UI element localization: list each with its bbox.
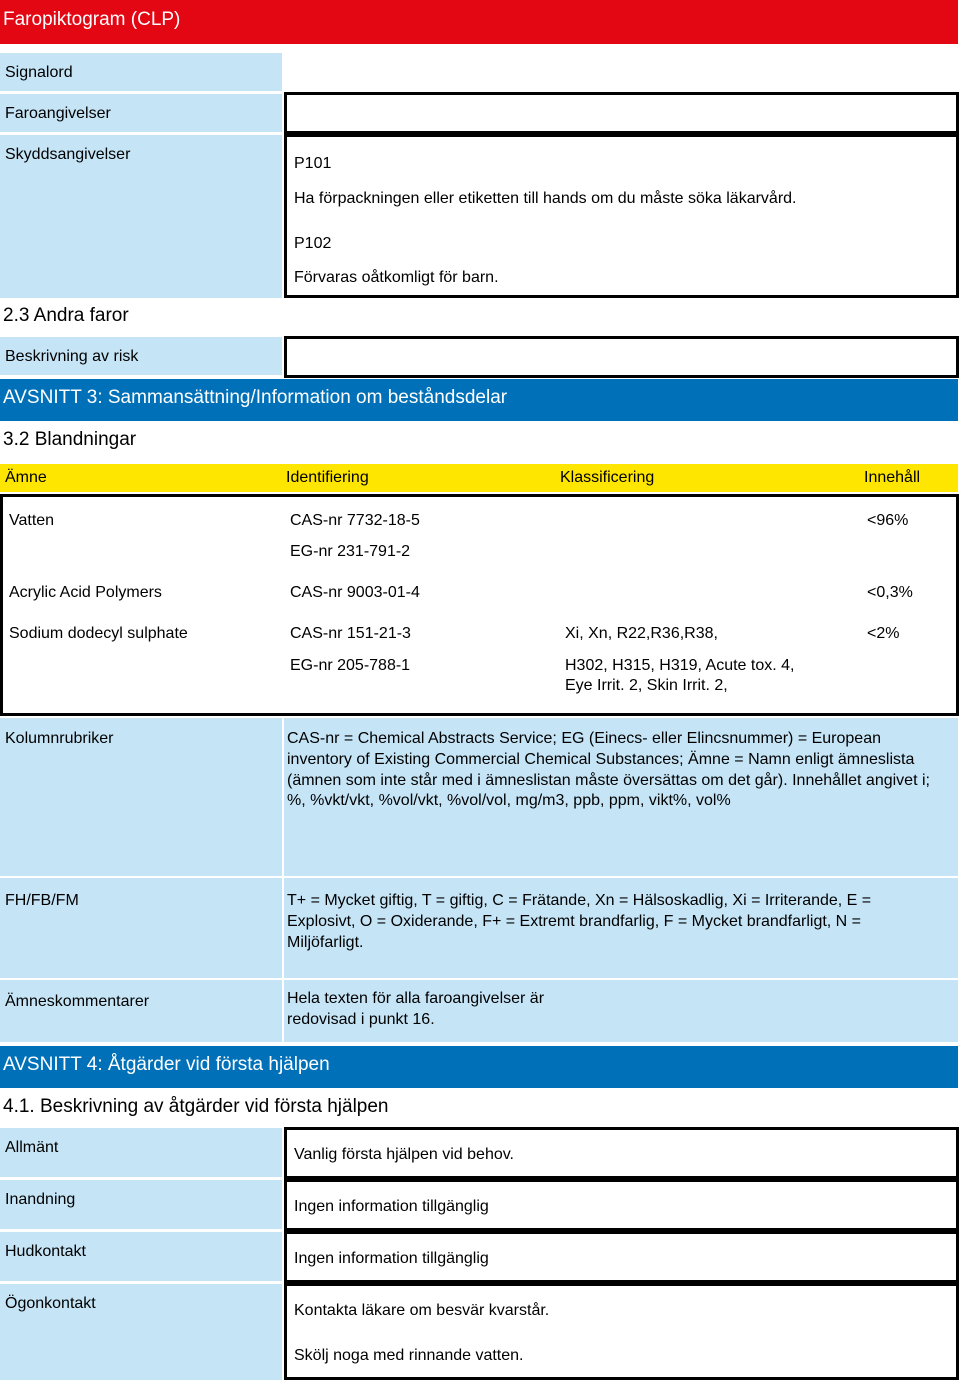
row-3-id2: EG-nr 205-788-1 [290,657,411,674]
beskrivning-av-risk-label: Beskrivning av risk [0,337,282,375]
row-3-class1: Xi, Xn, R22,R36,R38, [565,625,718,642]
row-2-name: Acrylic Acid Polymers [9,584,162,601]
beskrivning-av-risk-value-box [284,336,959,378]
p101-text: Ha förpackningen eller etiketten till hands om du måste söka läkarvård. [294,190,797,207]
ogonkontakt-value-box [284,1283,959,1380]
p102-text: Förvaras oåtkomligt för barn. [294,269,499,286]
section3-title: AVSNITT 3: Sammansättning/Information om beståndsdelar [3,387,508,408]
p101-code: P101 [294,155,332,172]
section4-title: AVSNITT 4: Åtgärder vid första hjälpen [3,1054,330,1075]
hudkontakt-value-box [284,1231,959,1283]
col-innehall: Innehåll [864,469,921,486]
ogonkontakt-text: Kontakta läkare om besvär kvarstår. [294,1302,550,1319]
row-1-name: Vatten [9,512,55,529]
ingredients-table [0,494,959,716]
section3-header [0,379,958,421]
skyddsangivelser-value-box [284,134,959,298]
allmant-label: Allmänt [0,1128,282,1177]
clp-header [0,0,958,44]
section4-header [0,1046,958,1088]
amneskommentarer-row [0,980,958,1042]
kolumnrubriker-row [0,718,958,876]
fh-fb-fm-row [0,878,958,978]
allmant-value-box [284,1127,959,1179]
hudkontakt-label: Hudkontakt [0,1232,282,1281]
row-1-content: <96% [867,512,909,529]
fh-fb-fm-text: T+ = Mycket giftig, T = giftig, C = Frätande, Xn = Hälsoskadlig, Xi = Irriterande, E = Explosivt, O = Oxiderande, F+ = Extremt brandfarlig, F = Mycket brandfarligt, N = Miljöfarligt. [287,892,872,951]
amneskommentarer-text: Hela texten för alla faroangivelser är redovisad i punkt 16. [287,990,545,1028]
amneskommentarer-divider [282,980,284,1042]
col-amne: Ämne [5,469,47,486]
hudkontakt-text: Ingen information tillgänglig [294,1250,489,1267]
faroangivelser-label: Faroangivelser [0,94,282,132]
row-1-id2: EG-nr 231-791-2 [290,543,411,560]
row-3-content: <2% [867,625,900,642]
kolumnrubriker-divider [282,718,284,876]
kolumnrubriker-text: CAS-nr = Chemical Abstracts Service; EG (Einecs- eller Elincsnummer) = European inventory of Existing Commercial Chemical Substances; Ämne = Namn enligt ämneslista (ämnen som inte står med i ämneslistan måste översättas om det går). Innehållet angivet i; %, %vkt/vkt, %vol/vkt, %vol/vol, mg/m3, ppb, ppm, vikt%, vol% [287,730,930,810]
ingredients-table-header [0,464,958,492]
p102-code: P102 [294,235,332,252]
fh-fb-fm-divider [282,878,284,978]
fh-fb-fm-label: FH/FB/FM [5,892,79,909]
clp-title: Faropiktogram (CLP) [3,9,181,30]
col-klassificering: Klassificering [560,469,655,486]
ogonkontakt-label: Ögonkontakt [0,1284,282,1380]
signalord-label: Signalord [0,53,282,91]
skyddsangivelser-label: Skyddsangivelser [0,135,282,298]
blandningar-heading: 3.2 Blandningar [3,429,137,450]
amneskommentarer-label: Ämneskommentarer [5,993,150,1010]
row-3-name: Sodium dodecyl sulphate [9,625,188,642]
inandning-label: Inandning [0,1180,282,1229]
row-3-id1: CAS-nr 151-21-3 [290,625,411,642]
allmant-text: Vanlig första hjälpen vid behov. [294,1146,514,1163]
ogonkontakt-text2: Skölj noga med rinnande vatten. [294,1347,524,1364]
forsta-hjalpen-heading: 4.1. Beskrivning av åtgärder vid första hjälpen [3,1096,389,1117]
row-3-class2: H302, H315, H319, Acute tox. 4, Eye Irrit. 2, Skin Irrit. 2, [565,657,795,694]
row-2-id1: CAS-nr 9003-01-4 [290,584,420,601]
col-identifiering: Identifiering [286,469,369,486]
faroangivelser-value-box [284,92,959,134]
kolumnrubriker-label: Kolumnrubriker [5,730,114,747]
andra-faror-heading: 2.3 Andra faror [3,305,129,326]
inandning-value-box [284,1179,959,1231]
row-2-content: <0,3% [867,584,913,601]
inandning-text: Ingen information tillgänglig [294,1198,489,1215]
row-1-id1: CAS-nr 7732-18-5 [290,512,420,529]
